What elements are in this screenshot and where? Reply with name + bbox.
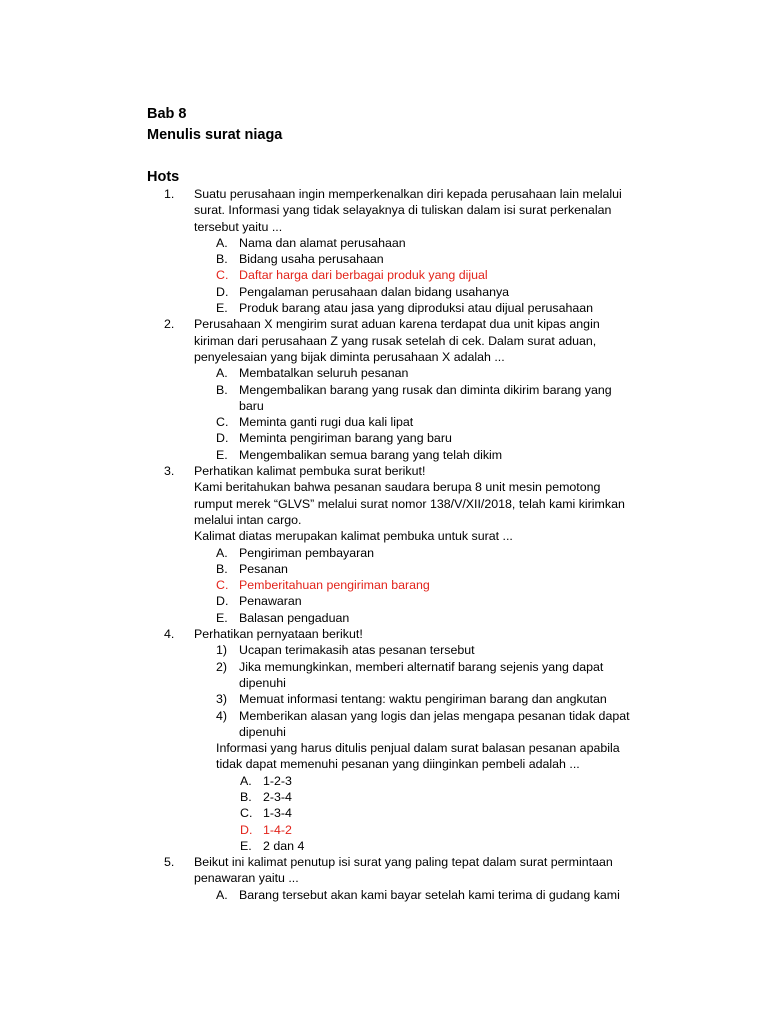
question-text: Kami beritahukan bahwa pesanan saudara berupa 8 unit mesin pemotong bbox=[194, 480, 601, 495]
option-text: Nama dan alamat perusahaan bbox=[239, 235, 406, 250]
option-text: Memuat informasi tentang: waktu pengiriman barang dan angkutan bbox=[239, 692, 607, 707]
option-text: Mengembalikan semua barang yang telah dikim bbox=[239, 447, 503, 462]
statement-item bbox=[194, 642, 654, 658]
option-text: Memberikan alasan yang logis dan jelas mengapa pesanan tidak dapat bbox=[239, 708, 630, 723]
option-letter: E. bbox=[216, 301, 228, 316]
option-item bbox=[194, 561, 654, 577]
question-number: 4. bbox=[164, 627, 175, 642]
option-letter: C. bbox=[216, 268, 229, 283]
option-letter: A. bbox=[216, 366, 228, 381]
option-letter: A. bbox=[216, 887, 228, 902]
question-text: Perusahaan X mengirim surat aduan karena terdapat dua unit kipas angin bbox=[194, 317, 600, 332]
option-item bbox=[194, 235, 654, 251]
option-item bbox=[194, 365, 654, 381]
option-letter: 3) bbox=[216, 692, 228, 707]
question-text: surat. Informasi yang tidak selayaknya di tuliskan dalam isi surat perkenalan bbox=[194, 203, 612, 218]
option-text: baru bbox=[239, 398, 264, 413]
option-text: 1-3-4 bbox=[263, 806, 292, 821]
option-list bbox=[194, 365, 654, 463]
option-text: Pengalaman perusahaan dalan bidang usahanya bbox=[239, 284, 510, 299]
question-1 bbox=[0, 186, 654, 316]
option-text: Membatalkan seluruh pesanan bbox=[239, 366, 409, 381]
option-text: dipenuhi bbox=[239, 675, 286, 690]
option-item bbox=[194, 838, 654, 854]
question-number: 3. bbox=[164, 464, 175, 479]
option-item bbox=[194, 887, 654, 903]
option-letter: A. bbox=[216, 235, 228, 250]
option-item bbox=[194, 805, 654, 821]
question-text: kiriman dari perusahaan Z yang rusak setelah di cek. Dalam surat aduan, bbox=[194, 333, 597, 348]
question-text: rumput merek “GLVS” melalui surat nomor 138/V/XII/2018, telah kami kirimkan bbox=[194, 496, 625, 511]
option-letter: C. bbox=[216, 578, 229, 593]
option-item-correct-answer bbox=[194, 577, 654, 593]
question-text: penawaran yaitu ... bbox=[194, 871, 299, 886]
option-letter: E. bbox=[216, 447, 228, 462]
option-letter: 4) bbox=[216, 708, 228, 723]
question-number: 5. bbox=[164, 855, 175, 870]
option-item bbox=[194, 773, 654, 789]
option-letter: B. bbox=[216, 561, 228, 576]
option-list bbox=[194, 545, 654, 626]
option-item bbox=[194, 382, 654, 415]
option-item bbox=[194, 430, 654, 446]
option-text: Barang tersebut akan kami bayar setelah kami terima di gudang kami bbox=[239, 887, 620, 902]
option-text: Daftar harga dari berbagai produk yang dijual bbox=[239, 268, 488, 283]
option-letter: C. bbox=[240, 806, 253, 821]
statement-item bbox=[194, 691, 654, 707]
option-letter: D. bbox=[240, 822, 253, 837]
option-list bbox=[194, 235, 654, 316]
option-item bbox=[194, 593, 654, 609]
option-text: Bidang usaha perusahaan bbox=[239, 252, 384, 267]
option-text: 1-4-2 bbox=[263, 822, 292, 837]
document-title: Menulis surat niaga bbox=[147, 127, 283, 143]
option-letter: B. bbox=[216, 382, 228, 397]
question-text: Kalimat diatas merupakan kalimat pembuka untuk surat ... bbox=[194, 529, 513, 544]
question-number: 1. bbox=[164, 187, 175, 201]
option-letter: E. bbox=[216, 610, 228, 625]
option-text: Ucapan terimakasih atas pesanan tersebut bbox=[239, 643, 475, 658]
option-letter: D. bbox=[216, 594, 229, 609]
statement-item bbox=[194, 659, 654, 692]
option-text: 2-3-4 bbox=[263, 789, 292, 804]
section-heading: Hots bbox=[147, 169, 180, 185]
option-letter: A. bbox=[240, 773, 252, 788]
option-text: 1-2-3 bbox=[263, 773, 292, 788]
option-letter: E. bbox=[240, 838, 252, 853]
option-text: Mengembalikan barang yang rusak dan diminta dikirim barang yang bbox=[239, 382, 612, 397]
option-text: Produk barang atau jasa yang diproduksi atau dijual perusahaan bbox=[239, 301, 594, 316]
option-letter: A. bbox=[216, 545, 228, 560]
option-text: Pengiriman pembayaran bbox=[239, 545, 374, 560]
option-list bbox=[194, 773, 654, 854]
option-text: Balasan pengaduan bbox=[239, 610, 350, 625]
option-item-correct-answer bbox=[194, 267, 654, 283]
option-text: Penawaran bbox=[239, 594, 302, 609]
question-2 bbox=[0, 316, 654, 463]
option-item bbox=[194, 447, 654, 463]
question-text: Perhatikan kalimat pembuka surat berikut! bbox=[194, 464, 426, 479]
option-item-correct-answer bbox=[194, 822, 654, 838]
question-text: Suatu perusahaan ingin memperkenalkan diri kepada perusahaan lain melalui bbox=[194, 187, 622, 201]
statement-list bbox=[194, 642, 654, 740]
option-letter: D. bbox=[216, 284, 229, 299]
question-5 bbox=[0, 854, 654, 903]
option-text: 2 dan 4 bbox=[263, 838, 305, 853]
option-item bbox=[194, 251, 654, 267]
option-letter: C. bbox=[216, 415, 229, 430]
option-text: Meminta pengiriman barang yang baru bbox=[239, 431, 452, 446]
question-text: melalui intan cargo. bbox=[194, 512, 302, 527]
option-text: Jika memungkinkan, memberi alternatif barang sejenis yang dapat bbox=[239, 659, 604, 674]
option-letter: 2) bbox=[216, 659, 228, 674]
question-text: penyelesaian yang bijak diminta perusahaan X adalah ... bbox=[194, 349, 505, 364]
option-text: Meminta ganti rugi dua kali lipat bbox=[239, 415, 414, 430]
option-text: Pemberitahuan pengiriman barang bbox=[239, 578, 430, 593]
option-item bbox=[194, 789, 654, 805]
option-letter: D. bbox=[216, 431, 229, 446]
question-list bbox=[0, 186, 768, 903]
question-text: Perhatikan pernyataan berikut! bbox=[194, 627, 363, 642]
question-text: Beikut ini kalimat penutup isi surat yang paling tepat dalam surat permintaan bbox=[194, 855, 613, 870]
option-item bbox=[194, 414, 654, 430]
option-item bbox=[194, 284, 654, 300]
followup-text: tidak dapat memenuhi pesanan yang diinginkan pembeli adalah ... bbox=[216, 757, 580, 772]
option-text: dipenuhi bbox=[239, 724, 286, 739]
question-number: 2. bbox=[164, 317, 175, 332]
option-text: Pesanan bbox=[239, 561, 288, 576]
question-3 bbox=[0, 463, 654, 626]
option-item bbox=[194, 545, 654, 561]
chapter-heading: Bab 8 bbox=[147, 106, 187, 122]
option-letter: B. bbox=[240, 789, 252, 804]
question-4 bbox=[0, 626, 654, 854]
question-followup bbox=[194, 740, 654, 773]
statement-item bbox=[194, 708, 654, 741]
followup-text: Informasi yang harus ditulis penjual dalam surat balasan pesanan apabila bbox=[216, 741, 620, 756]
option-list bbox=[194, 887, 654, 903]
option-item bbox=[194, 610, 654, 626]
option-letter: B. bbox=[216, 252, 228, 267]
option-item bbox=[194, 300, 654, 316]
question-text: tersebut yaitu ... bbox=[194, 219, 283, 234]
option-letter: 1) bbox=[216, 643, 228, 658]
